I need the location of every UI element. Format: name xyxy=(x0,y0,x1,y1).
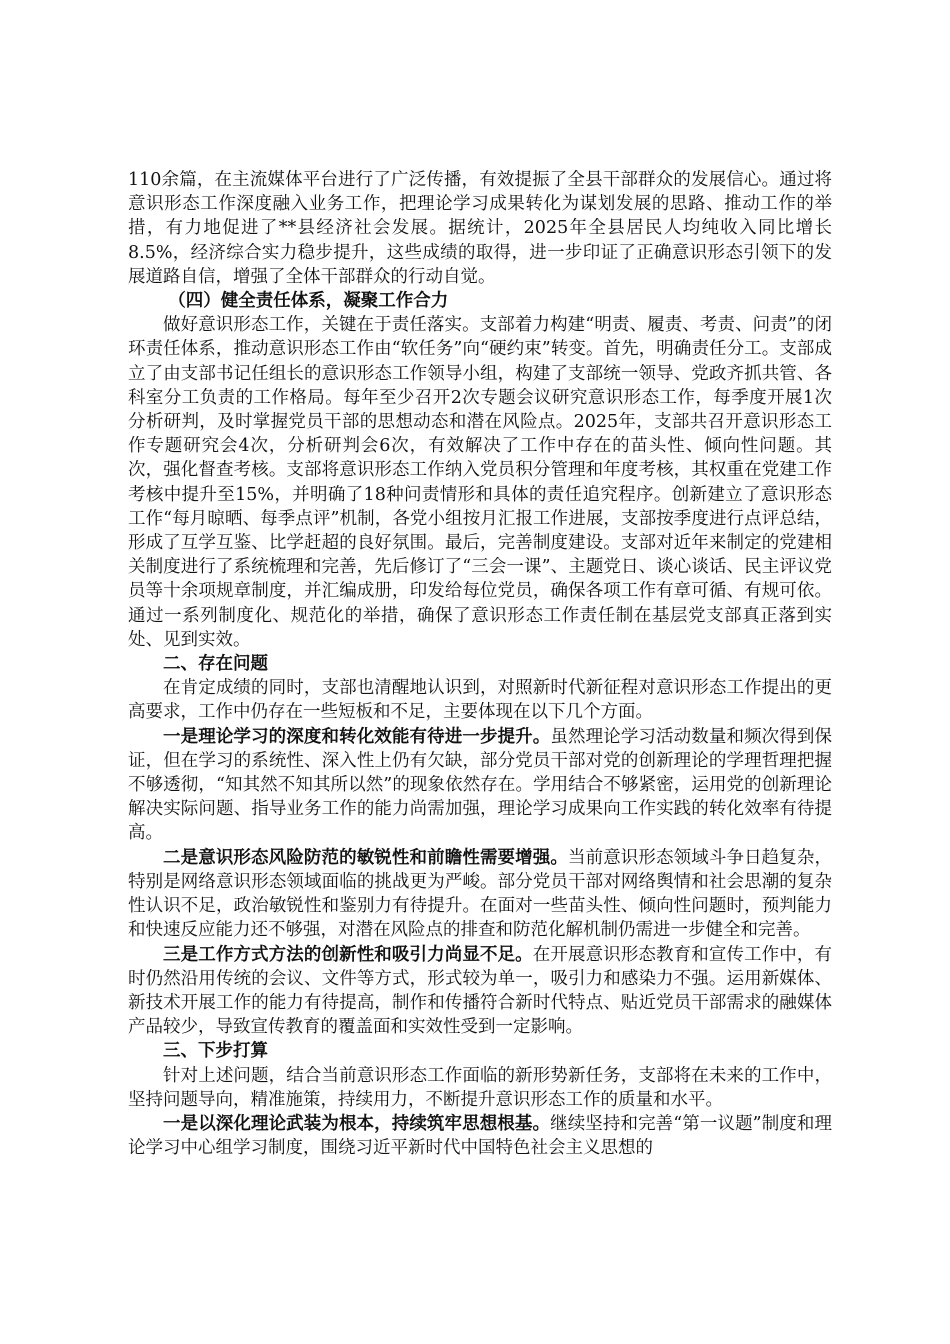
paragraph-problem-three xyxy=(128,943,832,1040)
paragraph-problem-one xyxy=(128,725,832,846)
section-heading-responsibility-system: （四）健全责任体系，凝聚工作合力 xyxy=(168,291,449,312)
paragraph-next-steps-intro: 针对上述问题，结合当前意识形态工作面临的新形势新任务，支部将在未来的工作中，坚持问题导向，精准施策，持续用力，不断提升意识形态工作的质量和水平。 xyxy=(128,1065,832,1110)
plan-one-lead: 一是以深化理论武装为根本，持续筑牢思想根基。 xyxy=(163,1113,551,1134)
problem-one-body: 虽然理论学习活动数量和频次得到保证，但在学习的系统性、深入性上仍有欠缺，部分党员干部对党的创新理论的学理哲理把握不够透彻，“知其然不知其所以然”的现象依然存在。学用结合不够紧密，运用党的创新理论解决实际问题、指导业务工作的能力尚需加强，理论学习成果向工作实践的转化效率有待提高。 xyxy=(128,726,833,844)
paragraph-plan-one xyxy=(128,1112,832,1160)
problem-three-lead: 三是工作方式方法的创新性和吸引力尚显不足。 xyxy=(163,944,533,965)
section-heading-next-steps: 三、下步打算 xyxy=(163,1041,268,1062)
problem-two-lead: 二是意识形态风险防范的敏锐性和前瞻性需要增强。 xyxy=(163,847,568,868)
problem-one-lead: 一是理论学习的深度和转化效能有待进一步提升。 xyxy=(163,726,551,747)
plan-one-body: 继续坚持和完善“第一议题”制度和理论学习中心组学习制度，围绕习近平新时代中国特色社会主义思想的 xyxy=(128,1113,832,1159)
problem-three-body: 在开展意识形态教育和宣传工作中，有时仍然沿用传统的会议、文件等方式，形式较为单一，吸引力和感染力不强。运用新媒体、新技术开展工作的能力有待提高，制作和传播符合新时代特点、贴近党员干部需求的融媒体产品较少，导致宣传教育的覆盖面和实效性受到一定影响。 xyxy=(128,944,833,1038)
paragraph-problems-intro: 在肯定成绩的同时，支部也清醒地认识到，对照新时代新征程对意识形态工作提出的更高要求，工作中仍存在一些短板和不足，主要体现在以下几个方面。 xyxy=(128,678,832,723)
paragraph-problem-two xyxy=(128,846,832,943)
paragraph-responsibility-system: 做好意识形态工作，关键在于责任落实。支部着力构建“明责、履责、考责、问责”的闭环责任体系，推动意识形态工作由“软任务”向“硬约束”转变。首先，明确责任分工。支部成立了由支部书记任组长的意识形态工作领导小组，构建了支部统一领导、党政齐抓共管、各科室分工负责的工作格局。每年至少召开2次专题会议研究意识形态工作，每季度开展1次分析研判，及时掌握党员干部的思想动态和潜在风险点。2025年，支部共召开意识形态工作专题研究会4次，分析研判会6次，有效解决了工作中存在的苗头性、倾向性问题。其次，强化督查考核。支部将意识形态工作纳入党员积分管理和年度考核，其权重在党建工作考核中提升至15%，并明确了18种问责情形和具体的责任追究程序。创新建立了意识形态工作“每月晾晒、每季点评”机制，各党小组按月汇报工作进展，支部按季度进行点评总结，形成了互学互鉴、比学赶超的良好氛围。最后，完善制度建设。支部对近年来制定的党建相关制度进行了系统梳理和完善，先后修订了“三会一课”、主题党日、谈心谈话、民主评议党员等十余项规章制度，并汇编成册，印发给每位党员，确保各项工作有章可循、有规可依。通过一系列制度化、规范化的举措，确保了意识形态工作责任制在基层党支部真正落到实处、见到实效。 xyxy=(128,315,832,650)
document-page xyxy=(128,168,832,1160)
paragraph-results-summary: 110余篇，在主流媒体平台进行了广泛传播，有效提振了全县干部群众的发展信心。通过将意识形态工作深度融入业务工作，把理论学习成果转化为谋划发展的思路、推动工作的举措，有力地促进了**县经济社会发展。据统计，2025年全县居民人均纯收入同比增长8.5%，经济综合实力稳步提升，这些成绩的取得，进一步印证了正确意识形态引领下的发展道路自信，增强了全体干部群众的行动自觉。 xyxy=(128,170,832,287)
problem-two-body: 当前意识形态领域斗争日趋复杂，特别是网络意识形态领域面临的挑战更为严峻。部分党员干部对网络舆情和社会思潮的复杂性认识不足，政治敏锐性和鉴别力有待提升。在面对一些苗头性、倾向性问题时，预判能力和快速反应能力还不够强，对潜在风险点的排查和防范化解机制仍需进一步健全和完善。 xyxy=(128,847,832,941)
section-heading-existing-problems: 二、存在问题 xyxy=(163,654,268,675)
